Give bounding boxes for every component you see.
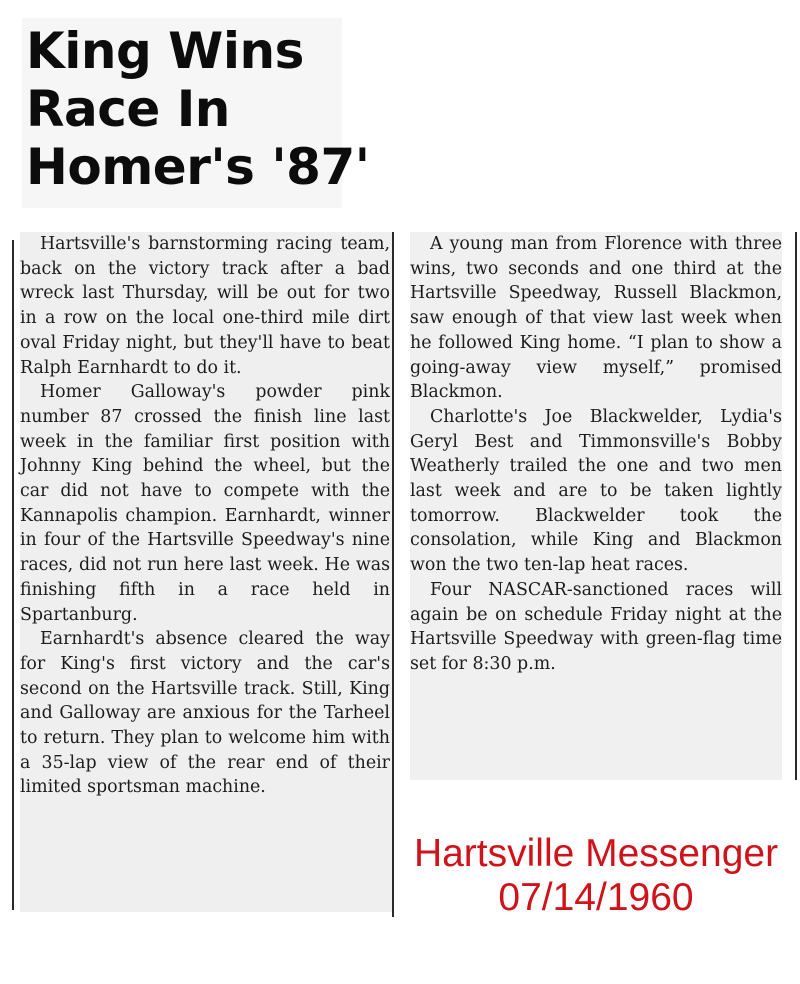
article-headline xyxy=(26,22,370,196)
column-rule-left xyxy=(12,240,14,910)
headline-line-3: Homer's '87' xyxy=(26,138,370,196)
paragraph: Charlotte's Joe Blackwelder, Lydia's Geryl Best and Timmonsville's Bobby Weatherly trailed the one and two men last week and are to be taken lightly tomorrow. Blackwelder took the consolation, while King and Blackmon won the two ten-lap heat races. xyxy=(410,406,782,576)
column-rule-right xyxy=(795,232,797,780)
article-column-right xyxy=(410,232,782,780)
paragraph: Four NASCAR-sanctioned races will again be on schedule Friday night at the Hartsville Speedway with green-flag time set for 8:30 p.m. xyxy=(410,579,782,674)
publication-name: Hartsville Messenger xyxy=(413,832,779,875)
article-column-left xyxy=(20,232,392,912)
headline-line-1: King Wins xyxy=(26,22,304,80)
column-rule-middle xyxy=(392,232,394,917)
paragraph: Earnhardt's absence cleared the way for King's first victory and the car's second on the Hartsville track. Still, King and Galloway are anxious for the Tarheel to return. They plan to welcome him with a 35-lap view of the rear end of their limited sportsman machine. xyxy=(20,629,390,798)
publication-date: 07/14/1960 xyxy=(498,876,694,919)
source-caption xyxy=(392,832,800,920)
headline-line-2: Race In xyxy=(26,80,230,138)
paragraph: Homer Galloway's powder pink number 87 crossed the finish line last week in the familiar first position with Johnny King behind the wheel, but the car did not have to compete with the Kannapolis champion. Earnhardt, winner in four of the Hartsville Speedway's nine races, did not run here last week. He was finishing fifth in a race held in Spartanburg. xyxy=(20,382,390,625)
paragraph: Hartsville's barnstorming racing team, back on the victory track after a bad wreck last Thursday, will be out for two in a row on the local one-third mile dirt oval Friday night, but they'll have to beat Ralph Earnhardt to do it. xyxy=(20,234,390,378)
paragraph: A young man from Florence with three wins, two seconds and one third at the Hartsville Speedway, Russell Blackmon, saw enough of that view last week when he followed King home. “I plan to show a going-away view myself,” promised Blackmon. xyxy=(410,234,782,403)
